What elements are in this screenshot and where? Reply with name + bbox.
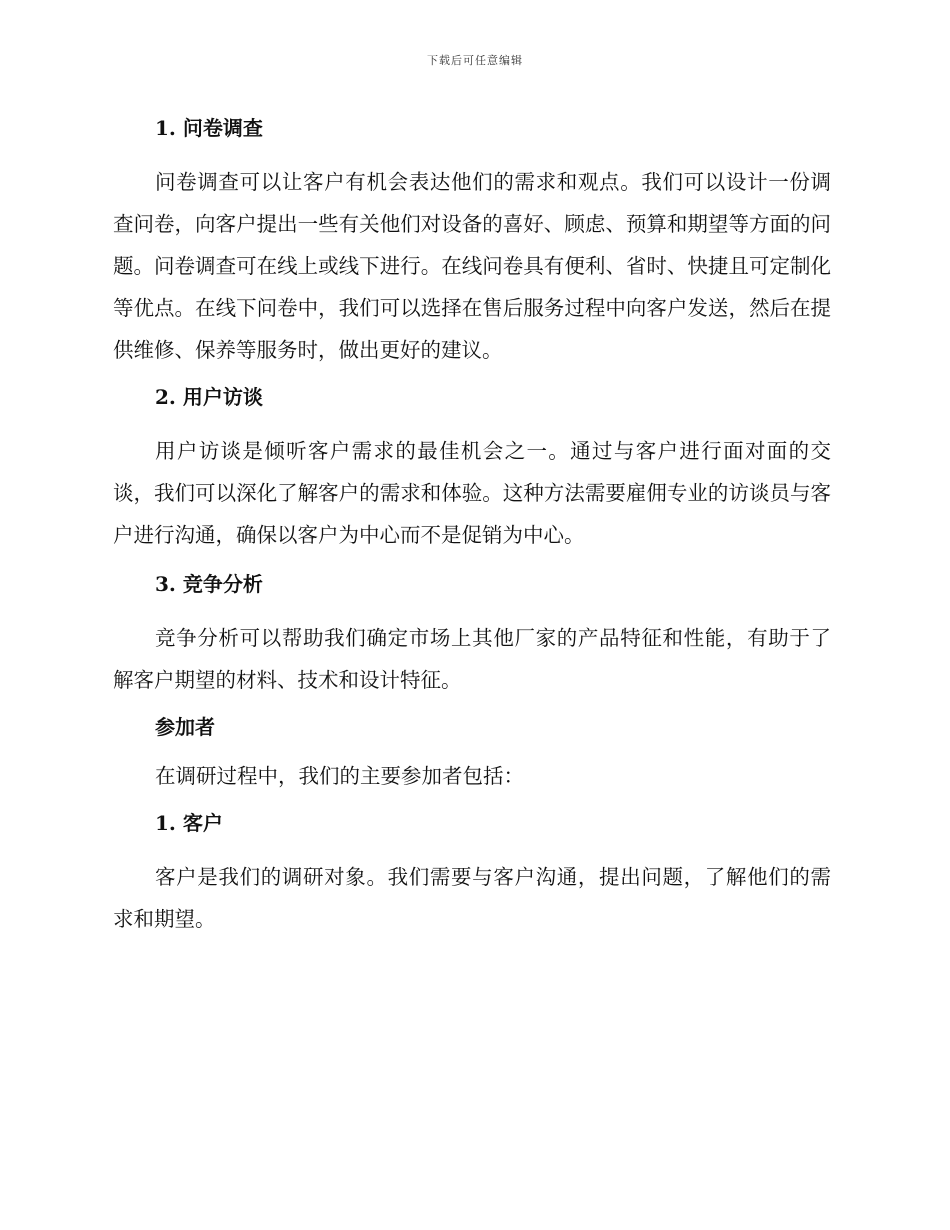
section-heading-questionnaire: 1. 问卷调查 — [155, 116, 263, 140]
section-heading-user-interview: 2. 用户访谈 — [155, 385, 263, 409]
section-paragraph-questionnaire: 问卷调查可以让客户有机会表达他们的需求和观点。我们可以设计一份调查问卷，向客户提出一些有关他们对设备的喜好、顾虑、预算和期望等方面的问题。问卷调查可在线上或线下进行。在线问卷具有便利、省时、快捷且可定制化等优点。在线下问卷中，我们可以选择在售后服务过程中向客户发送，然后在提供维修、保养等服务时，做出更好的建议。 — [113, 170, 831, 362]
document-body — [113, 112, 831, 940]
section-paragraph-user-interview: 用户访谈是倾听客户需求的最佳机会之一。通过与客户进行面对面的交谈，我们可以深化了解客户的需求和体验。这种方法需要雇佣专业的访谈员与客户进行沟通，确保以客户为中心而不是促销为中心。 — [113, 439, 831, 547]
section-heading-customers: 1. 客户 — [155, 811, 223, 835]
section-paragraph-competitive-analysis: 竞争分析可以帮助我们确定市场上其他厂家的产品特征和性能，有助于了解客户期望的材料、技术和设计特征。 — [113, 626, 831, 692]
section-paragraph-participants: 在调研过程中，我们的主要参加者包括： — [155, 764, 524, 788]
section-paragraph-customers: 客户是我们的调研对象。我们需要与客户沟通，提出问题，了解他们的需求和期望。 — [113, 865, 831, 931]
section-heading-participants: 参加者 — [155, 715, 215, 739]
page-header: 下载后可任意编辑 — [427, 54, 523, 67]
section-heading-competitive-analysis: 3. 竞争分析 — [155, 572, 263, 596]
